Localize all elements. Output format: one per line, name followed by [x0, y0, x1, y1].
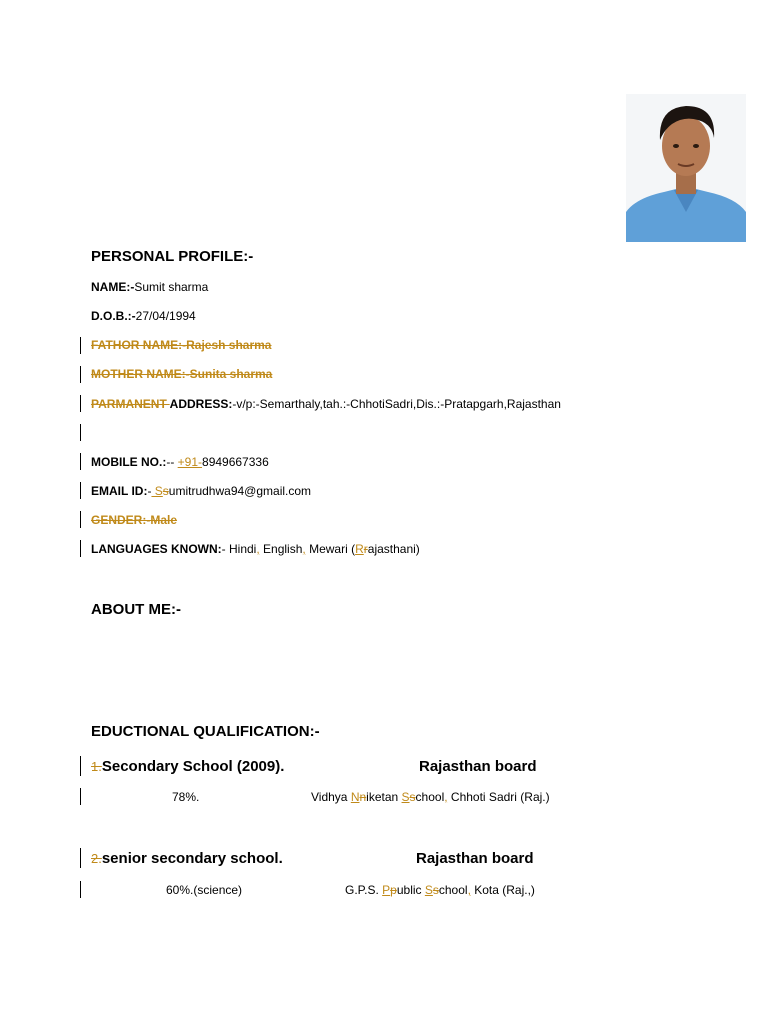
about-me-heading: ABOUT ME:-: [91, 601, 181, 618]
name-value: Sumit sharma: [134, 280, 209, 294]
education-heading: EDUCTIONAL QUALIFICATION:-: [91, 723, 320, 740]
change-bar: [80, 395, 81, 412]
mobile-line: [91, 455, 269, 469]
email-line: [91, 484, 311, 498]
languages-inserted-comma-1: ,: [256, 542, 260, 556]
change-bar: [80, 848, 81, 868]
mobile-label: MOBILE NO.:: [91, 455, 167, 469]
row-2-school-a: G.P.S.: [345, 883, 383, 897]
row-2-deleted-a: p: [390, 883, 397, 897]
row-1-school-c: chool: [415, 790, 445, 804]
change-bar: [80, 337, 81, 354]
row-2-school-c: chool: [438, 883, 468, 897]
dob-line: [91, 309, 196, 323]
change-bar: [80, 511, 81, 528]
row-1-deleted-number: 1.: [91, 759, 102, 774]
mobile-value: 8949667336: [202, 455, 269, 469]
address-value: -v/p:-Semarthaly,tah.:-ChhotiSadri,Dis.:-Pratapgarh,Rajasthan: [232, 397, 561, 411]
dob-value: 27/04/1994: [135, 309, 196, 323]
languages-inserted-comma-2: ,: [302, 542, 306, 556]
row-2-inserted-c: ,: [467, 883, 471, 897]
email-label: EMAIL ID:: [91, 484, 148, 498]
change-bar: [80, 881, 81, 898]
profile-photo: [626, 94, 746, 242]
address-deleted-text: PARMANENT: [91, 397, 170, 411]
change-bar: [80, 756, 81, 776]
row-2-inserted-a: P: [382, 883, 391, 897]
email-deleted-char: s: [162, 484, 169, 498]
mother-name-line: MOTHER NAME:-Sunita sharma: [91, 367, 273, 381]
row-1-inserted-a: N: [350, 790, 360, 804]
education-row-2-percent: 60%.(science): [166, 883, 243, 897]
education-row-1-school: [311, 790, 550, 804]
row-1-inserted-b: S: [401, 790, 410, 804]
row-1-school-d: Chhoti Sadri (Raj.): [447, 790, 550, 804]
change-bar: [80, 788, 81, 805]
languages-deleted-char: r: [363, 542, 368, 556]
languages-value-4: ajasthani): [367, 542, 420, 556]
languages-value-2: English: [259, 542, 303, 556]
education-row-2-title: [91, 850, 283, 867]
languages-line: [91, 542, 420, 556]
education-row-1-title: [91, 758, 284, 775]
education-row-1-board: Rajasthan board: [419, 758, 537, 775]
row-2-inserted-b: S: [424, 883, 433, 897]
row-2-deleted-b: s: [432, 883, 439, 897]
education-row-2-school: [345, 883, 535, 897]
name-label: NAME:-: [91, 280, 135, 294]
change-bar: [80, 366, 81, 383]
mobile-inserted-prefix: +91-: [177, 455, 203, 469]
name-line: [91, 280, 208, 294]
row-2-title-text: senior secondary school.: [101, 850, 283, 867]
gender-line: GENDER:-Male: [91, 513, 178, 527]
change-bar: [80, 540, 81, 557]
languages-label: LANGUAGES KNOWN:: [91, 542, 222, 556]
row-1-school-a: Vidhya: [311, 790, 351, 804]
email-value: umitrudhwa94@gmail.com: [168, 484, 312, 498]
email-dash: -: [147, 484, 152, 498]
mobile-dashes: --: [166, 455, 178, 469]
row-2-school-d: Kota (Raj.,): [470, 883, 535, 897]
father-name-line: FATHOR NAME:-Rajesh sharma: [91, 338, 272, 352]
personal-profile-heading: PERSONAL PROFILE:-: [91, 248, 254, 265]
row-1-title-text: Secondary School (2009).: [101, 758, 285, 775]
row-2-deleted-number: 2.: [91, 851, 102, 866]
change-bar: [80, 424, 81, 441]
row-1-deleted-a: n: [359, 790, 367, 804]
education-row-1-percent: 78%.: [172, 790, 200, 804]
email-inserted-char: S: [151, 484, 163, 498]
row-1-deleted-b: s: [409, 790, 416, 804]
row-2-school-b: ublic: [396, 883, 425, 897]
education-row-2-board: Rajasthan board: [416, 850, 534, 867]
portrait-image: [626, 94, 746, 242]
languages-value-3: Mewari (: [305, 542, 356, 556]
languages-value-1: - Hindi: [221, 542, 257, 556]
languages-inserted-char: R: [355, 542, 364, 556]
change-bar: [80, 482, 81, 499]
address-label: ADDRESS:: [169, 397, 233, 411]
row-1-school-b: iketan: [366, 790, 402, 804]
dob-label: D.O.B.:-: [91, 309, 136, 323]
row-1-inserted-c: ,: [444, 790, 448, 804]
change-bar: [80, 453, 81, 470]
address-line: [91, 397, 561, 411]
